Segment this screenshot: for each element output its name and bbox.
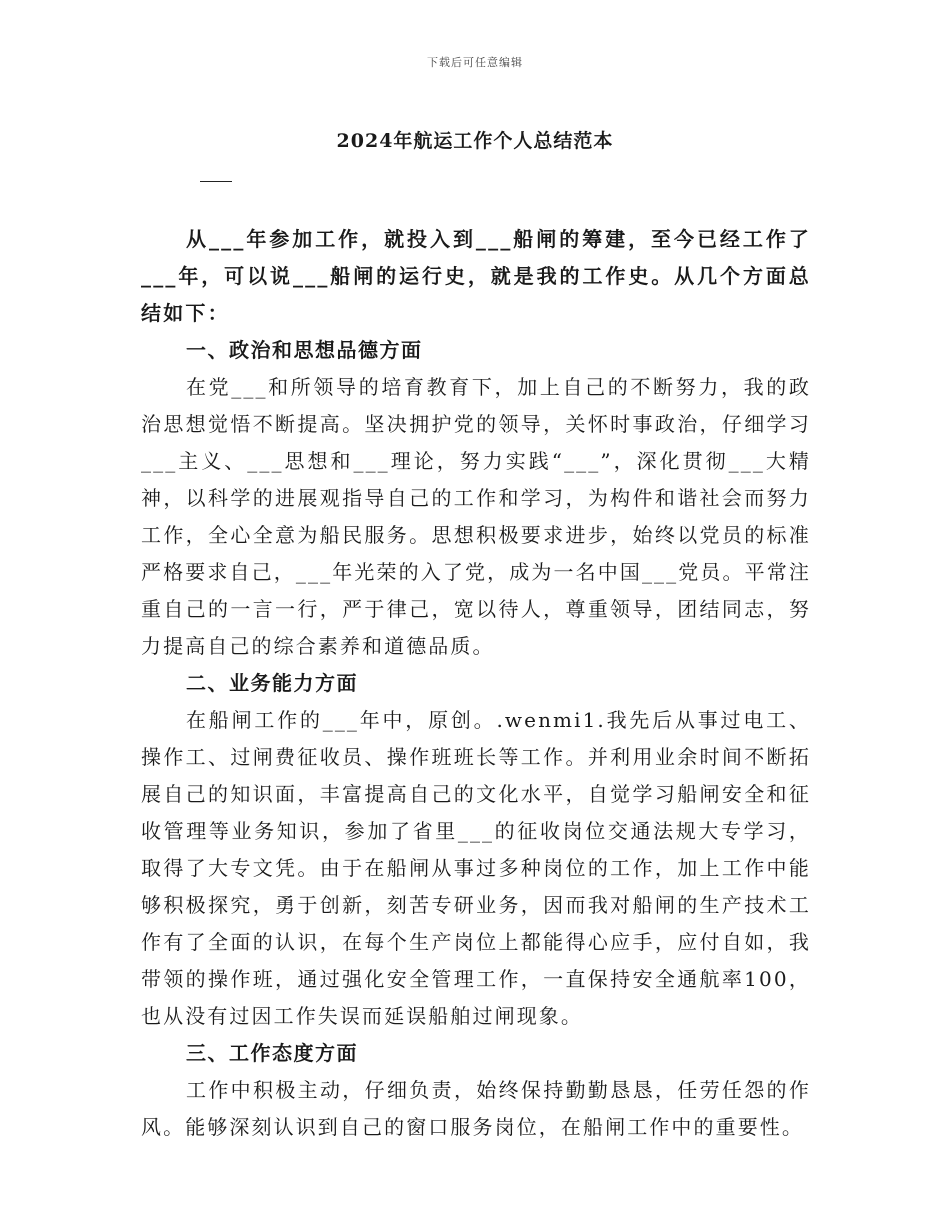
section-paragraph-business: 在船闸工作的___年中，原创。.wenmi1.我先后从事过电工、操作工、过闸费征收员、操作班班长等工作。并利用业余时间不断拓展自己的知识面，丰富提高自己的文化水平，自觉学习船闸安全和征收管理等业务知识，参加了省里___的征收岗位交通法规大专学习，取得了大专文凭。由于在船闸从事过多种岗位的工作，加上工作中能够积极探究，勇于创新，刻苦专研业务，因而我对船闸的生产技术工作有了全面的认识，在每个生产岗位上都能得心应手，应付自如，我带领的操作班，通过强化安全管理工作，一直保持安全通航率100，也从没有过因工作失误而延误船舶过闸现象。	[141, 708, 811, 1028]
intro-paragraph: 从___年参加工作，就投入到___船闸的筹建，至今已经工作了___年，可以说___船闸的运行史，就是我的工作史。从几个方面总结如下：	[141, 227, 811, 325]
section-heading-business: 二、业务能力方面	[186, 671, 358, 695]
document-body	[141, 221, 811, 1146]
section-heading-politics: 一、政治和思想品德方面	[186, 338, 423, 362]
document-title: 2024年航运工作个人总结范本	[336, 130, 614, 152]
blank-underline	[200, 181, 232, 182]
section-heading-attitude: 三、工作态度方面	[186, 1041, 358, 1065]
section-paragraph-attitude: 工作中积极主动，仔细负责，始终保持勤勤恳恳，任劳任怨的作风。能够深刻认识到自己的窗口服务岗位，在船闸工作中的重要性。	[141, 1078, 811, 1139]
header-note: 下载后可任意编辑	[427, 56, 523, 69]
section-paragraph-politics: 在党___和所领导的培育教育下，加上自己的不断努力，我的政治思想觉悟不断提高。坚决拥护党的领导，关怀时事政治，仔细学习___主义、___思想和___理论，努力实践“___”，深化贯彻___大精神，以科学的进展观指导自己的工作和学习，为构件和谐社会而努力工作，全心全意为船民服务。思想积极要求进步，始终以党员的标准严格要求自己，___年光荣的入了党，成为一名中国___党员。平常注重自己的一言一行，严于律己，宽以待人，尊重领导，团结同志，努力提高自己的综合素养和道德品质。	[141, 375, 811, 658]
